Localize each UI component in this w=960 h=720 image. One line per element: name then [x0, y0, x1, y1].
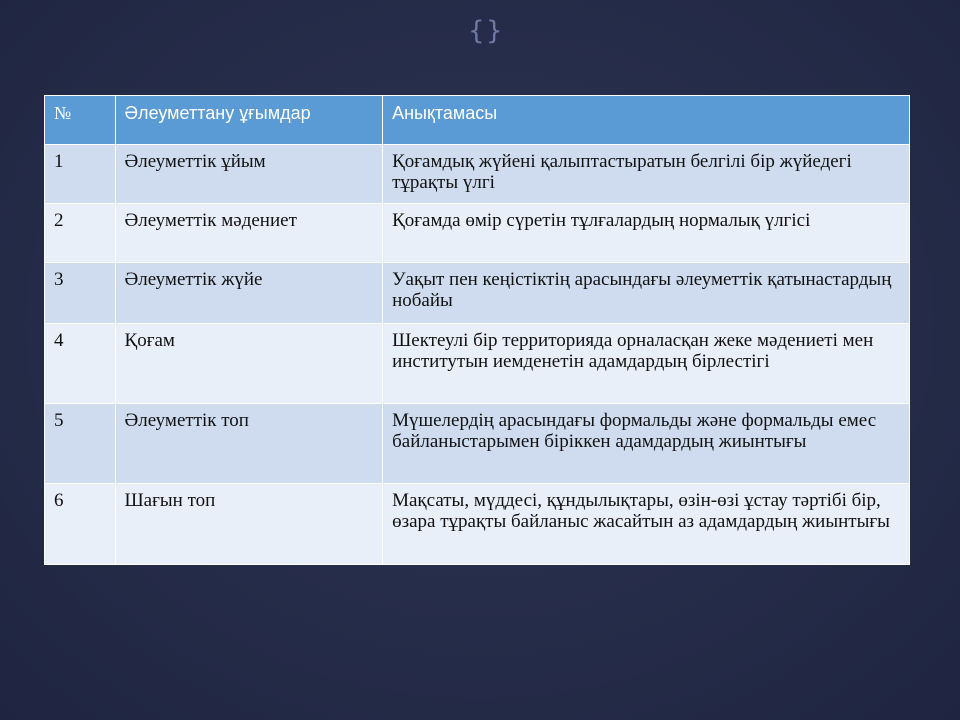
concepts-table: [44, 95, 910, 565]
row-concept: Әлеуметтік мәдениет: [115, 204, 383, 263]
row-concept: Әлеуметтік жүйе: [115, 263, 383, 324]
row-number: 1: [45, 145, 116, 204]
row-number: 5: [45, 404, 116, 484]
table-row: [45, 204, 910, 263]
row-definition: Қоғамдық жүйені қалыптастыратын белгілі бір жүйедегі тұрақты үлгі: [383, 145, 910, 204]
row-number: 3: [45, 263, 116, 324]
row-concept: Шағын топ: [115, 484, 383, 565]
table-row: [45, 145, 910, 204]
header-number: №: [45, 96, 116, 145]
table-row: [45, 484, 910, 565]
header-definition: Анықтамасы: [383, 96, 910, 145]
row-concept: Қоғам: [115, 324, 383, 404]
row-concept: Әлеуметтік ұйым: [115, 145, 383, 204]
left-brace-icon: {: [468, 16, 485, 46]
row-definition: Мүшелердің арасындағы формальды және формальды емес байланыстарымен біріккен адамдардың жиынтығы: [383, 404, 910, 484]
row-concept: Әлеуметтік топ: [115, 404, 383, 484]
header-concept: Әлеуметтану ұғымдар: [115, 96, 383, 145]
row-number: 6: [45, 484, 116, 565]
table-row: [45, 324, 910, 404]
table-header-row: [45, 96, 910, 145]
row-definition: Уақыт пен кеңістіктің арасындағы әлеуметтік қатынастардың нобайы: [383, 263, 910, 324]
row-number: 2: [45, 204, 116, 263]
table-row: [45, 404, 910, 484]
row-definition: Қоғамда өмір сүретін тұлғалардың нормалық үлгісі: [383, 204, 910, 263]
row-definition: Мақсаты, мүддесі, құндылықтары, өзін-өзі ұстау тәртібі бір, өзара тұрақты байланыс жасайтын аз адамдардың жиынтығы: [383, 484, 910, 565]
table-row: [45, 263, 910, 324]
row-number: 4: [45, 324, 116, 404]
right-brace-icon: }: [486, 16, 503, 46]
row-definition: Шектеулі бір территорияда орналасқан жеке мәдениеті мен институтын иемденетін адамдардың бірлестігі: [383, 324, 910, 404]
